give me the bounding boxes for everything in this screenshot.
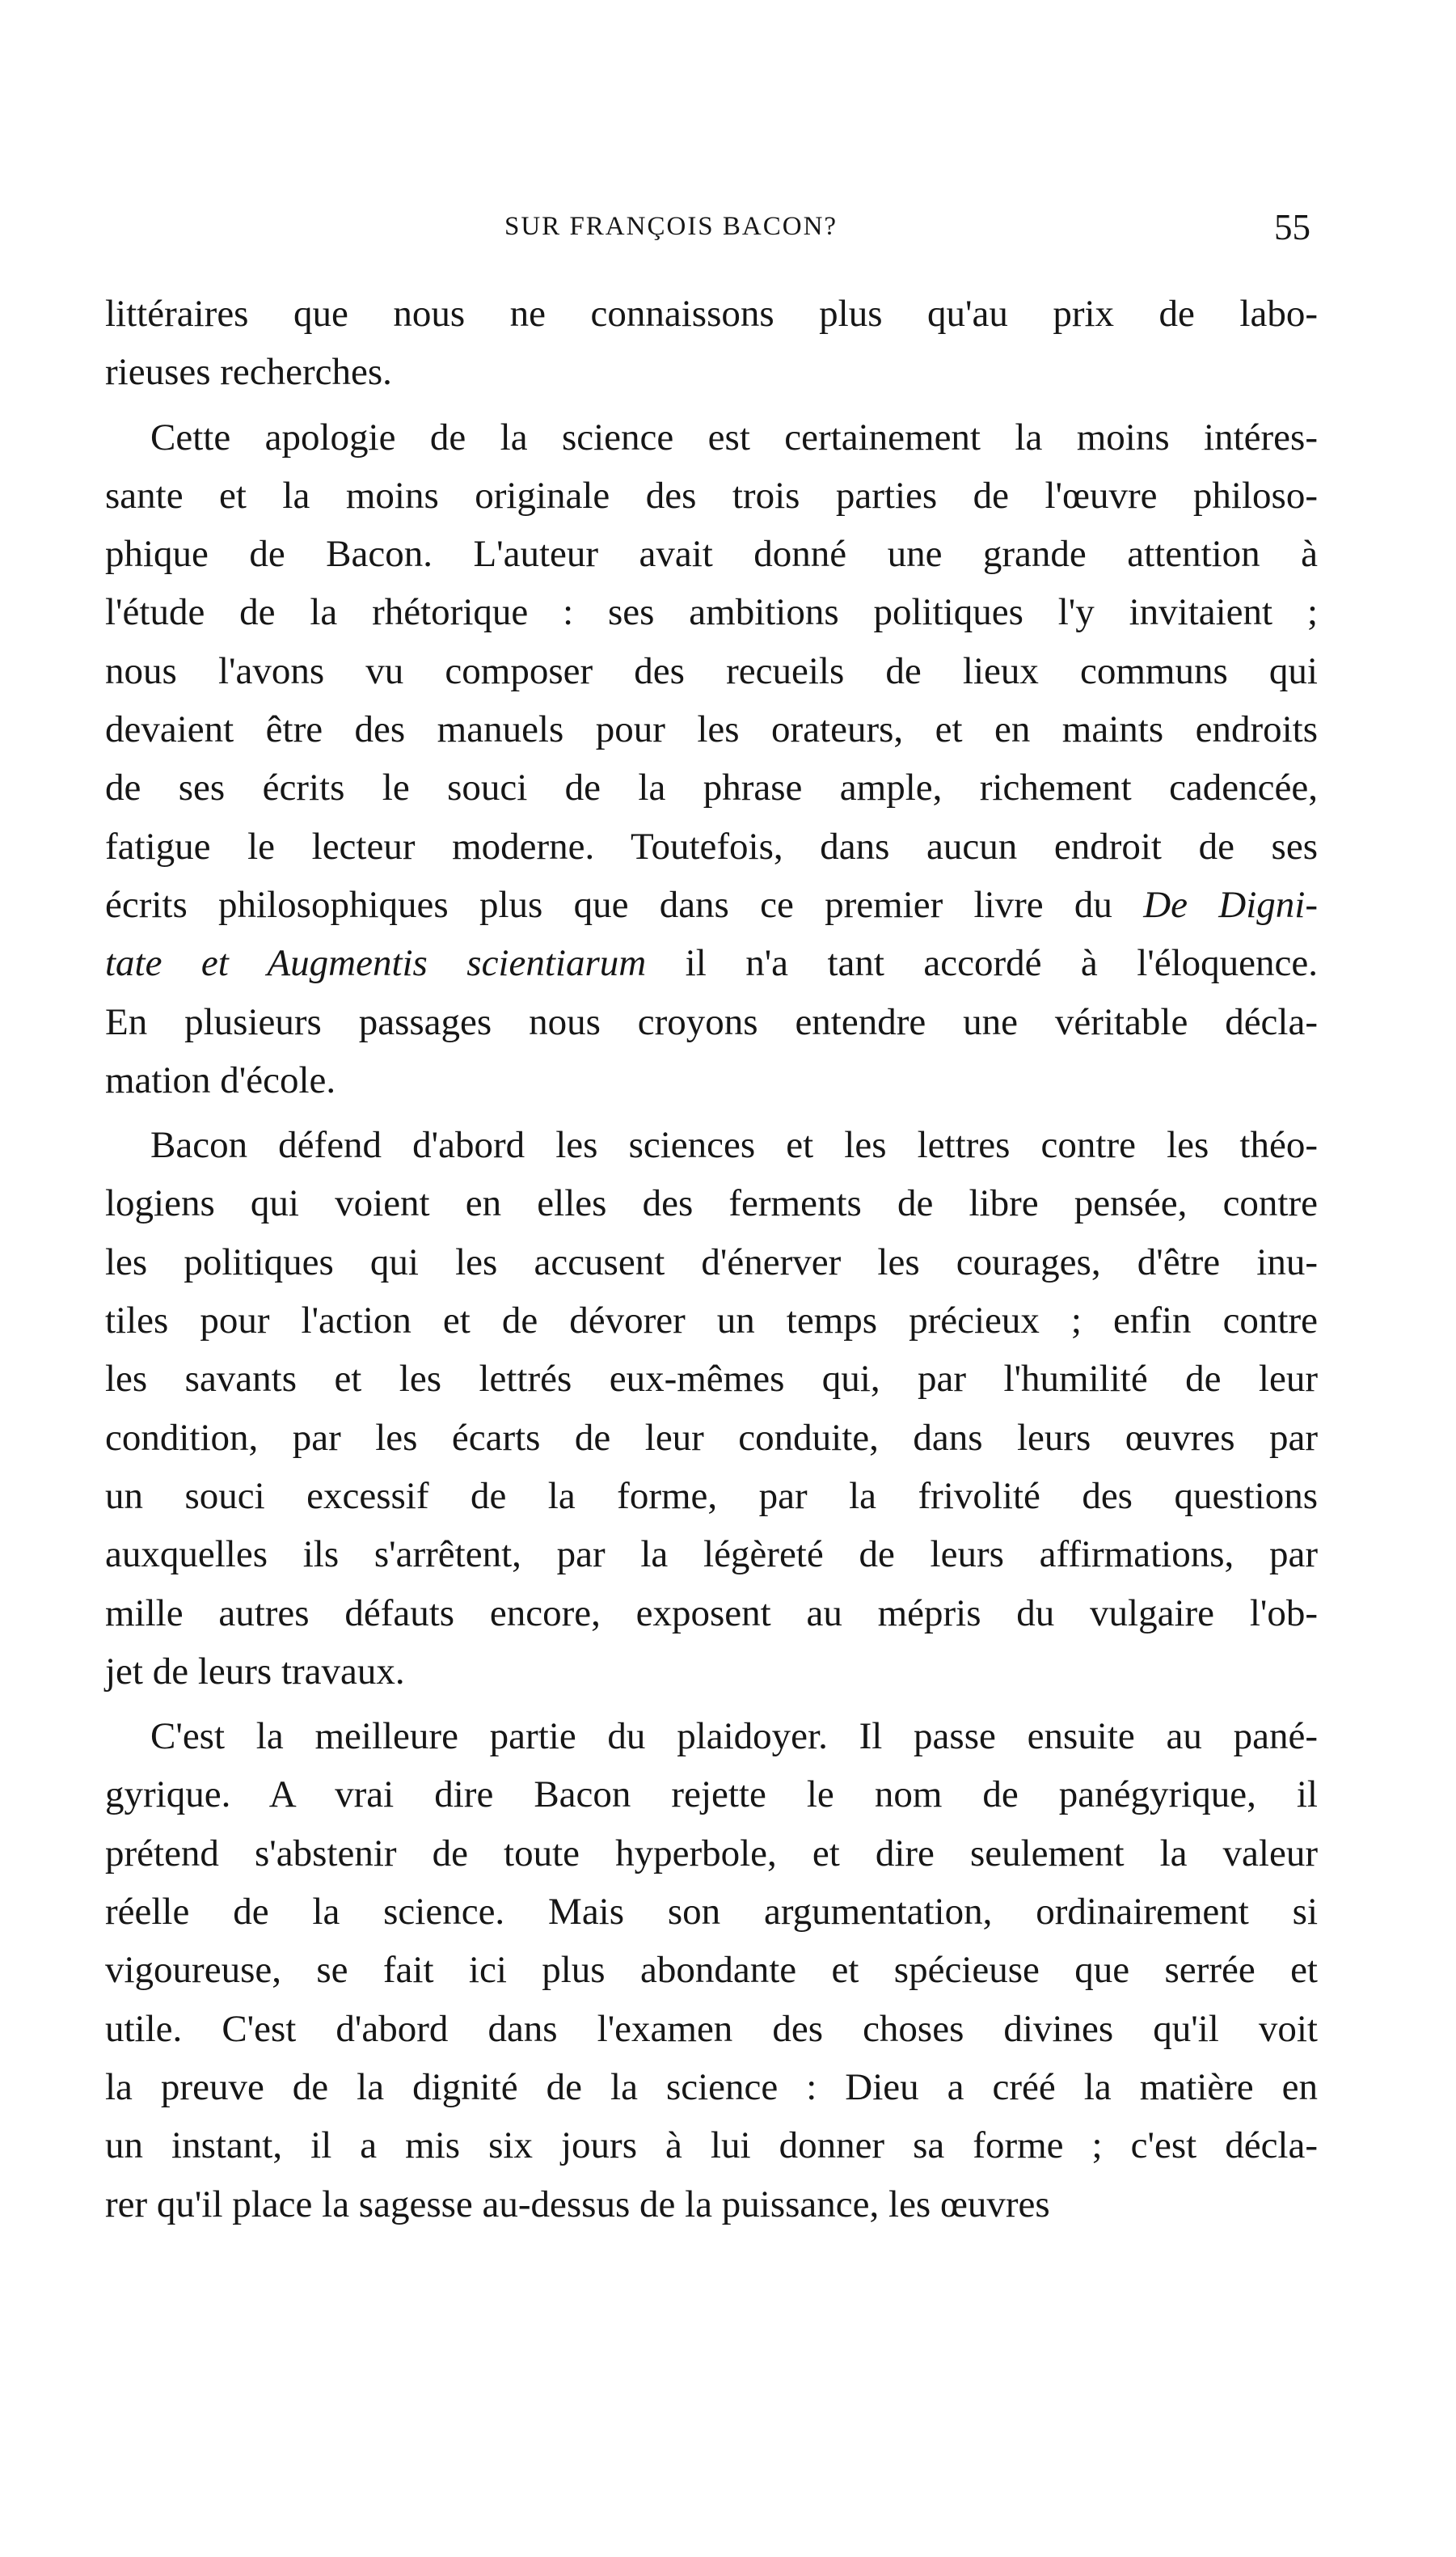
line-text: devaient être des manuels pour les orateurs, et en maints endroits	[105, 708, 1318, 751]
line-text: nous l'avons vu composer des recueils de lieux communs qui	[105, 649, 1318, 692]
line-text: l'étude de la rhétorique : ses ambitions politiques l'y invitaient ;	[105, 591, 1318, 634]
text-line	[105, 1051, 1318, 1109]
text-line	[105, 1409, 1318, 1467]
running-title: SUR FRANÇOIS BACON?	[504, 212, 838, 241]
text-line	[105, 818, 1318, 876]
line-text: écrits philosophiques plus que dans ce premier livre du	[105, 883, 1144, 926]
line-text: il n'a tant accordé à l'éloquence.	[646, 942, 1318, 985]
text-line	[105, 2058, 1318, 2116]
line-text: de ses écrits le souci de la phrase ample, richement cadencée,	[105, 767, 1318, 809]
text-line	[105, 934, 1318, 992]
text-line	[105, 1467, 1318, 1525]
line-text: mille autres défauts encore, exposent au mépris du vulgaire l'ob-	[105, 1591, 1318, 1634]
text-line	[105, 1883, 1318, 1941]
line-text: logiens qui voient en elles des ferments de libre pensée, contre	[105, 1182, 1318, 1225]
line-text: vigoureuse, se fait ici plus abondante et spécieuse que serrée et	[105, 1949, 1318, 1992]
line-text: réelle de la science. Mais son argumentation, ordinairement si	[105, 1891, 1318, 1934]
text-line	[105, 993, 1318, 1051]
line-text: utile. C'est d'abord dans l'examen des choses divines qu'il voit	[105, 2007, 1318, 2050]
paragraph	[105, 1707, 1318, 2234]
line-text: C'est la meilleure partie du plaidoyer. Il passe ensuite au pané-	[150, 1715, 1318, 1758]
text-line	[105, 2000, 1318, 2058]
text-line	[105, 285, 1318, 343]
text-line	[105, 759, 1318, 817]
text-line	[105, 1765, 1318, 1824]
text-line	[105, 525, 1318, 583]
body-text	[105, 285, 1318, 2234]
text-line	[105, 2116, 1318, 2175]
text-line	[105, 408, 1318, 467]
line-text: tiles pour l'action et de dévorer un temps précieux ; enfin contre	[105, 1300, 1318, 1342]
text-line	[105, 1707, 1318, 1765]
line-text: fatigue le lecteur moderne. Toutefois, dans aucun endroit de ses	[105, 825, 1318, 868]
line-text: un instant, il a mis six jours à lui donner sa forme ; c'est décla-	[105, 2124, 1318, 2167]
line-text: un souci excessif de la forme, par la frivolité des questions	[105, 1474, 1318, 1517]
paragraph	[105, 1116, 1318, 1701]
text-line	[105, 876, 1318, 934]
text-line	[105, 2175, 1318, 2234]
text-line	[105, 467, 1318, 525]
text-line	[105, 1824, 1318, 1883]
italic-title-text: tate et Augmentis scientiarum	[105, 942, 647, 985]
text-line	[105, 1350, 1318, 1408]
page-number: 55	[1274, 207, 1310, 247]
line-text: phique de Bacon. L'auteur avait donné une grande attention à	[105, 533, 1318, 576]
line-text: les savants et les lettrés eux-mêmes qui, par l'humilité de leur	[105, 1358, 1318, 1401]
text-line	[105, 1642, 1318, 1701]
italic-title-text: De Digni-	[1143, 883, 1319, 926]
text-line	[105, 1525, 1318, 1583]
line-text: auxquelles ils s'arrêtent, par la légèreté de leurs affirmations, par	[105, 1533, 1318, 1576]
text-line	[105, 1116, 1318, 1174]
text-line	[105, 343, 1318, 401]
paragraph	[105, 408, 1318, 1110]
line-text: les politiques qui les accusent d'énerver les courages, d'être inu-	[105, 1240, 1318, 1283]
text-line	[105, 1174, 1318, 1232]
line-text: Cette apologie de la science est certainement la moins intéres-	[150, 416, 1318, 459]
line-text: En plusieurs passages nous croyons entendre une véritable décla-	[105, 1000, 1318, 1043]
line-text: mation d'école.	[105, 1059, 336, 1101]
line-text: la preuve de la dignité de la science : Dieu a créé la matière en	[105, 2065, 1318, 2108]
text-line	[105, 1941, 1318, 1999]
line-text: rer qu'il place la sagesse au-dessus de la puissance, les œuvres	[105, 2183, 1050, 2225]
line-text: Bacon défend d'abord les sciences et les lettres contre les théo-	[150, 1124, 1318, 1167]
line-text: sante et la moins originale des trois parties de l'œuvre philoso-	[105, 474, 1318, 517]
text-line	[105, 642, 1318, 700]
line-text: gyrique. A vrai dire Bacon rejette le nom de panégyrique, il	[105, 1773, 1318, 1816]
line-text: condition, par les écarts de leur conduite, dans leurs œuvres par	[105, 1416, 1318, 1459]
text-line	[105, 1291, 1318, 1350]
paragraph	[105, 285, 1318, 402]
text-line	[105, 700, 1318, 759]
line-text: jet de leurs travaux.	[105, 1650, 405, 1693]
line-text: rieuses recherches.	[105, 351, 392, 394]
text-line	[105, 1233, 1318, 1291]
text-line	[105, 1584, 1318, 1642]
text-line	[105, 583, 1318, 641]
line-text: prétend s'abstenir de toute hyperbole, et dire seulement la valeur	[105, 1832, 1318, 1874]
line-text: littéraires que nous ne connaissons plus qu'au prix de labo-	[105, 293, 1318, 335]
